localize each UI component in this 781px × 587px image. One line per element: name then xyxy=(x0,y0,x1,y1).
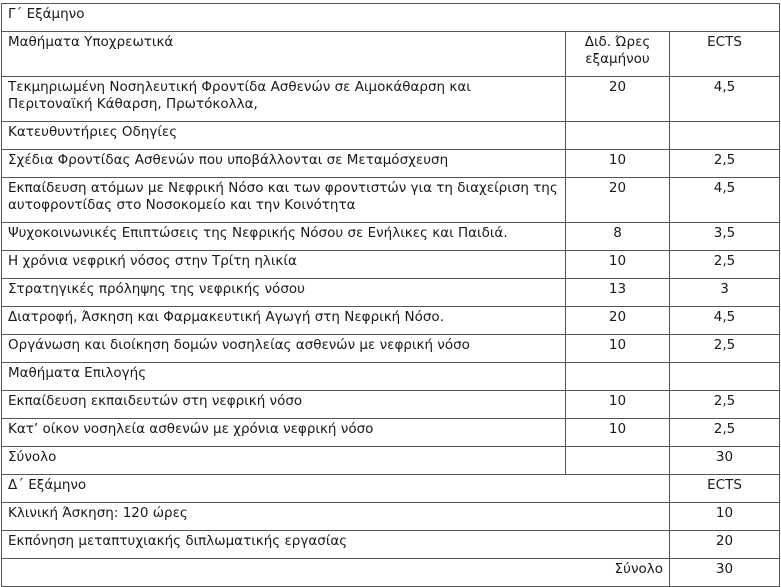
course-name: Σχέδια Φροντίδας Ασθενών που υποβάλλονται σε Μεταμόσχευση xyxy=(2,150,566,178)
empty-cell xyxy=(566,447,670,475)
course-name: Εκπόνηση μεταπτυχιακής διπλωματικής εργασίας xyxy=(2,531,670,559)
table-row xyxy=(2,223,780,251)
header-hours: Διδ. Ώρες εξαμήνου xyxy=(566,32,670,77)
course-ects: 2,5 xyxy=(670,419,780,447)
course-ects xyxy=(670,122,780,150)
semester4-title-row xyxy=(2,475,780,503)
electives-heading: Μαθήματα Επιλογής xyxy=(2,363,566,391)
table-row xyxy=(2,335,780,363)
course-hours: 10 xyxy=(566,391,670,419)
course-name: Η χρόνια νεφρική νόσος στην Τρίτη ηλικία xyxy=(2,251,566,279)
course-name: Κατευθυντήριες Οδηγίες xyxy=(2,122,566,150)
course-hours: 20 xyxy=(566,178,670,223)
course-hours: 10 xyxy=(566,335,670,363)
course-ects: 20 xyxy=(670,531,780,559)
total-ects: 30 xyxy=(670,447,780,475)
course-name: Διατροφή, Άσκηση και Φαρμακευτική Αγωγή στη Νεφρική Νόσο. xyxy=(2,307,566,335)
table-row xyxy=(2,150,780,178)
table-row xyxy=(2,178,780,223)
course-hours: 20 xyxy=(566,307,670,335)
course-ects: 4,5 xyxy=(670,77,780,122)
course-ects: 4,5 xyxy=(670,178,780,223)
course-ects: 4,5 xyxy=(670,307,780,335)
semester4-total-row xyxy=(2,559,780,587)
semester4-ects-header: ECTS xyxy=(670,475,780,503)
course-hours xyxy=(566,122,670,150)
table-row xyxy=(2,279,780,307)
course-name: Στρατηγικές πρόληψης της νεφρικής νόσου xyxy=(2,279,566,307)
course-name: Κλινική Άσκηση: 120 ώρες xyxy=(2,503,670,531)
semester3-total-row xyxy=(2,447,780,475)
header-ects: ECTS xyxy=(670,32,780,77)
total-ects: 30 xyxy=(670,559,780,587)
course-hours: 13 xyxy=(566,279,670,307)
total-label: Σύνολο xyxy=(2,447,566,475)
course-ects: 2,5 xyxy=(670,391,780,419)
semester3-header-row xyxy=(2,32,780,77)
table-row xyxy=(2,77,780,122)
course-ects: 2,5 xyxy=(670,251,780,279)
course-name: Εκπαίδευση ατόμων με Νεφρική Νόσο και των φροντιστών για τη διαχείριση της αυτοφροντίδας στο Νοσοκομείο και την Κοινότητα xyxy=(2,178,566,223)
course-hours: 8 xyxy=(566,223,670,251)
course-name: Εκπαίδευση εκπαιδευτών στη νεφρική νόσο xyxy=(2,391,566,419)
electives-heading-row xyxy=(2,363,780,391)
course-hours: 20 xyxy=(566,77,670,122)
course-ects: 3,5 xyxy=(670,223,780,251)
curriculum-table xyxy=(1,3,780,587)
table-row xyxy=(2,251,780,279)
course-hours: 10 xyxy=(566,150,670,178)
course-ects: 10 xyxy=(670,503,780,531)
table-row xyxy=(2,503,780,531)
course-ects: 3 xyxy=(670,279,780,307)
table-row xyxy=(2,307,780,335)
table-row xyxy=(2,391,780,419)
course-name: Τεκμηριωμένη Νοσηλευτική Φροντίδα Ασθενών σε Αιμοκάθαρση και Περιτοναϊκή Κάθαρση, Πρωτόκολλα, xyxy=(2,77,566,122)
course-ects: 2,5 xyxy=(670,335,780,363)
total-label: Σύνολο xyxy=(2,559,670,587)
course-hours: 10 xyxy=(566,419,670,447)
course-name: Κατ’ οίκον νοσηλεία ασθενών με χρόνια νεφρική νόσο xyxy=(2,419,566,447)
semester4-title: Δ΄ Εξάμηνο xyxy=(2,475,670,503)
table-row xyxy=(2,122,780,150)
header-courses: Μαθήματα Υποχρεωτικά xyxy=(2,32,566,77)
course-name: Ψυχοκοινωνικές Επιπτώσεις της Νεφρικής Νόσου σε Ενήλικες και Παιδιά. xyxy=(2,223,566,251)
empty-cell xyxy=(566,363,670,391)
semester3-title: Γ΄ Εξάμηνο xyxy=(2,4,780,32)
table-row xyxy=(2,419,780,447)
empty-cell xyxy=(670,363,780,391)
course-hours: 10 xyxy=(566,251,670,279)
course-name: Οργάνωση και διοίκηση δομών νοσηλείας ασθενών με νεφρική νόσο xyxy=(2,335,566,363)
semester3-title-row xyxy=(2,4,780,32)
table-row xyxy=(2,531,780,559)
course-ects: 2,5 xyxy=(670,150,780,178)
